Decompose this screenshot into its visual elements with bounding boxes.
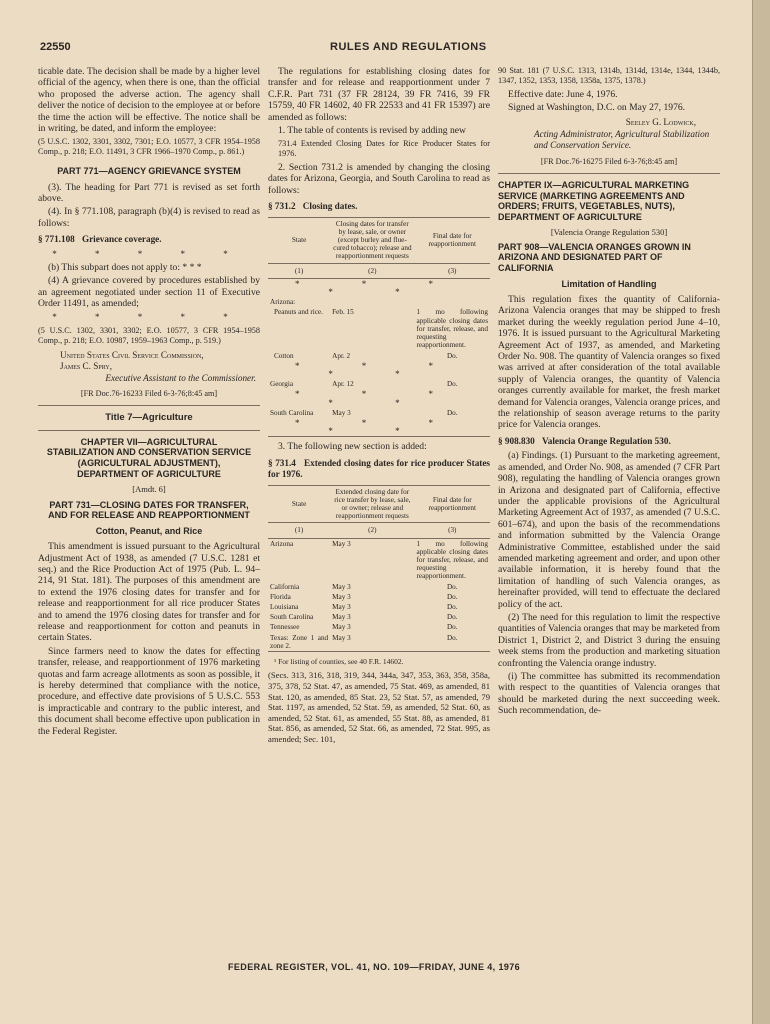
fr-doc-line: [FR Doc.76-16275 Filed 6-3-76;8:45 am] (540, 156, 678, 166)
table-cell: Apr. 2 (332, 351, 351, 360)
column-middle (268, 66, 490, 748)
ellipsis-stars: * * * * * (295, 360, 463, 379)
divider (498, 173, 720, 174)
table-cell: Texas: Zone 1 and zone 2. (270, 633, 329, 650)
binding-gutter (752, 0, 770, 1024)
amendment-number: [Amdt. 6] (132, 484, 166, 495)
table-header: State (268, 218, 330, 264)
column-number: (1) (268, 263, 330, 278)
paragraph: Signed at Washington, D.C. on May 27, 1976. (508, 102, 686, 113)
column-number: (2) (330, 523, 414, 538)
table-row (268, 379, 490, 389)
section-title: Closing dates. (302, 201, 358, 212)
table-header: Extended closing date for rice transfer by lease, sale, or owner; release and reapportionment requests (330, 486, 414, 523)
table-header: Closing dates for transfer by lease, sale, or owner (except burley and flue-cured tobacco); release and reapportionment requests (330, 218, 414, 264)
table-cell: Apr. 12 (332, 380, 354, 389)
table-cell: Tennessee (270, 623, 300, 632)
running-title: RULES AND REGULATIONS (330, 41, 487, 53)
table-cell: May 3 (332, 623, 351, 632)
signature-block (498, 117, 720, 151)
title-heading: Title 7—Agriculture (105, 412, 193, 424)
paragraph: ticable date. The decision shall be made by a higher level official of the agency, when there is one, than the official who proposed the adverse action. The agency shall deliver the notice of decision to the employee at or before the time the action will be effective. The notice shall be in writing, be dated, and inform the employee: (38, 66, 260, 135)
table-row (268, 408, 490, 418)
table-cell: May 3 (332, 613, 351, 622)
paragraph: The regulations for establishing closing dates for transfer and for release and reapportionment under 7 C.F.R. Part 731 (37 FR 28124, 39 FR 7416, 39 FR 15759, 40 FR 14602, 40 FR 22533 and 41 FR 15397) are amended as follows: (268, 66, 490, 123)
citation: 90 Stat. 181 (7 U.S.C. 1313, 1314b, 1314d, 1314e, 1344, 1344b, 1347, 1352, 1353, 1358, 1358a, 1375, 1378.) (498, 66, 720, 85)
part-heading: PART 771—AGENCY GRIEVANCE SYSTEM (57, 166, 241, 177)
section-heading (38, 234, 260, 245)
column-number: (3) (415, 523, 490, 538)
table-cell: 1 mo following applicable closing dates for transfer, release, and requesting reapportionment. (416, 539, 488, 581)
table-cell: South Carolina (270, 613, 314, 622)
citation: (5 U.S.C. 1302, 3301, 3302, 7301; E.O. 10577, 3 CFR 1954–1958 Comp., p. 218; E.O. 11491, 3 CFR 1966–1970 Comp., p. 861.) (38, 137, 260, 157)
table-row (268, 538, 490, 582)
citation: (5 U.S.C. 1302, 3301, 3302; E.O. 10577, 3 CFR 1954–1958 Comp., p. 218; E.O. 10987, 1959–1963 Comp., p. 519.) (38, 326, 260, 345)
paragraph: (a) Findings. (1) Pursuant to the marketing agreement, as amended, and Order No. 908, as amended (7 CFR Part 908), regulating the handling of Valencia oranges grown in Arizona and designated part of California, effective under the applicable provisions of the Agricultural Marketing Agreement Act of 1937, as amended (7 U.S.C. 601–674), and upon the basis of the recommendations and information submitted by the Valencia Orange Administrative Committee, established under the said amended marketing agreement and order, and upon other available information, it is hereby found that the limitation of handling of such Valencia oranges, as hereinafter provided, will tend to effectuate the declared policy of the act. (498, 450, 720, 610)
chapter-heading: CHAPTER IX—AGRICULTURAL MARKETING SERVICE (MARKETING AGREEMENTS AND ORDERS; FRUITS, VEGETABLES, NUTS), DEPARTMENT OF AGRICULTURE (498, 180, 690, 222)
table-cell: Do. (446, 582, 458, 591)
section-number: § 771.108 (38, 234, 75, 245)
section-heading (268, 201, 490, 212)
section-number: § 731.2 (268, 201, 296, 212)
table-cell: May 3 (332, 602, 351, 611)
table-cell: Do. (446, 602, 458, 611)
part-heading: PART 731—CLOSING DATES FOR TRANSFER, AND FOR RELEASE AND REAPPORTIONMENT (48, 499, 250, 521)
table-header: Final date for reapportionment (415, 486, 490, 523)
table-cell: May 3 (332, 633, 351, 642)
section-title: Valencia Orange Regulation 530. (541, 435, 671, 446)
table-cell: Arizona: (270, 298, 296, 307)
paragraph: 1. The table of contents is revised by adding new (278, 125, 466, 137)
paragraph: (b) This subpart does not apply to: * * * (48, 262, 202, 274)
page-header (40, 41, 740, 55)
table-row (268, 297, 490, 307)
table-cell: Do. (446, 623, 458, 632)
table-cell: Cotton (274, 351, 294, 360)
table-row (268, 612, 490, 622)
column-number: (2) (330, 263, 414, 278)
subtitle: Limitation of Handling (561, 278, 657, 289)
footnote: ¹ For listing of counties, see 40 F.R. 14602. (274, 657, 404, 666)
fr-doc-line: [FR Doc.76-16233 Filed 6-3-76;8:45 am] (80, 388, 218, 398)
divider (38, 405, 260, 406)
paragraph: 2. Section 731.2 is amended by changing the closing dates for Arizona, Georgia, and South Carolina to read as follows: (268, 162, 490, 196)
table-header: Final date for reapportionment (415, 218, 490, 264)
table-header: State (268, 486, 330, 523)
table-cell: Do. (446, 380, 458, 389)
signature-name: Seeley G. Lodwick, (625, 117, 696, 128)
paragraph: (2) The need for this regulation to limit the respective quantities of Valencia oranges that may be marketed from District 1, District 2, and District 3 during the ensuing week stems from the production and marketing situation confronting the Valencia orange industry. (498, 611, 720, 669)
column-right (498, 66, 720, 719)
table-cell: South Carolina (270, 408, 314, 417)
table-cell: Do. (446, 592, 458, 601)
signature-title: Executive Assistant to the Commissioner. (105, 372, 256, 383)
column-number: (1) (268, 523, 330, 538)
section-title: Extended closing dates for rice producer States for 1976. (268, 457, 491, 480)
signature-block (38, 350, 260, 384)
toc-entry: 731.4 Extended Closing Dates for Rice Producer States for 1976. (278, 139, 490, 159)
paragraph: This regulation fixes the quantity of California-Arizona Valencia oranges that may be shipped to fresh market during the weekly regulation period June 4–10, 1976. It is issued pursuant to the Agricultural Marketing Agreement Act of 1937, as amended, and Marketing Order No. 908. The quantity of Valencia oranges so fixed was arrived at after consideration of the total available supply of Valencia oranges, the quantity of Valencia oranges currently available for market, the fresh market demand for Valencia oranges, Valencia orange prices, and the relationship of season average returns to the parity price for Valencia oranges. (498, 294, 720, 431)
table-row (268, 633, 490, 651)
ellipsis-stars: * * * * * (52, 311, 246, 322)
signature-title: Acting Administrator, Agricultural Stabilization and Conservation Service. (534, 128, 710, 151)
table-row (268, 592, 490, 602)
subtitle: Cotton, Peanut, and Rice (95, 525, 203, 536)
table-cell: 1 mo following applicable closing dates for transfer, release, and requesting reapportionment. (416, 308, 488, 350)
paragraph: Effective date: June 4, 1976. (508, 88, 618, 100)
section-heading (268, 458, 490, 481)
table-cell: Florida (270, 592, 291, 601)
table-row (268, 351, 490, 361)
extended-dates-table (268, 485, 490, 652)
paragraph: (i) The committee has submitted its recommendation with respect to the quantities of Valencia oranges that should be marketed during the next succeeding week. Such recommendation, de- (498, 671, 720, 717)
paragraph: (4) A grievance covered by procedures established by an agreement negotiated under section 11 of Executive Order 11491, as amended; (38, 275, 260, 310)
ellipsis-stars: * * * * * (295, 389, 463, 408)
divider (38, 430, 260, 431)
page-footer: FEDERAL REGISTER, VOL. 41, NO. 109—FRIDAY, JUNE 4, 1976 (228, 962, 521, 972)
table-row (268, 622, 490, 632)
chapter-heading: CHAPTER VII—AGRICULTURAL STABILIZATION AND CONSERVATION SERVICE (AGRICULTURAL ADJUSTMENT), DEPARTMENT OF AGRICULTURE (46, 436, 252, 479)
table-cell: Do. (446, 613, 458, 622)
part-heading: PART 908—VALENCIA ORANGES GROWN IN ARIZONA AND DESIGNATED PART OF CALIFORNIA (498, 241, 691, 273)
ellipsis-stars: * * * * * (52, 248, 246, 259)
page-number: 22550 (40, 41, 71, 53)
section-title: Grievance coverage. (81, 234, 162, 245)
paragraph: This amendment is issued pursuant to the Agricultural Adjustment Act of 1938, as amended (7 U.S.C. 1281 et seq.) and the Rice Production Act of 1975 (Pub. L. 94–214, 91 Stat. 181). The purposes of this amendment are to extend the 1976 closing dates for transfer and for release and reapportionment for all rice producer States and to amend the 1976 closing dates for transfer and for release and reapportionment for cotton and peanuts in certain States. (38, 541, 260, 644)
table-cell: Louisiana (270, 602, 299, 611)
paragraph: Since farmers need to know the dates for effecting transfer, release, and reapportionment of 1976 marketing quotas and farm acreage allotments as soon as possible, it is hereby determined that compliance with the notice, procedure, and effective date provisions of 5 U.S.C. 553 is impracticable and contrary to the public interest, and this document shall become effective upon publication in the Federal Register. (38, 645, 260, 737)
paragraph: (4). In § 771.108, paragraph (b)(4) is revised to read as follows: (38, 206, 260, 229)
table-cell: May 3 (332, 539, 351, 548)
table-cell: Georgia (270, 380, 294, 389)
table-cell: Do. (446, 633, 458, 642)
table-cell: Do. (446, 408, 458, 417)
paragraph: 3. The following new section is added: (278, 441, 427, 453)
table-cell: Peanuts and rice. (274, 308, 323, 317)
table-cell: Feb. 15 (332, 308, 354, 317)
signature-name: James C. Spry, (60, 361, 113, 372)
citation: (Secs. 313, 316, 318, 319, 344, 344a, 347, 353, 363, 358, 358a, 375, 378, 52 Stat. 47, as amended, 75 Stat. 469, as amended, 81 Stat. 120, as amended, 85 Stat. 23, 52 Stat. 57, as amended, 79 Stat. 1197, as amended, 52 Stat. 59, as amended, 52 Stat. 60, as amended, 52 Stat. 61, as amended, 55 Stat. 88, as amended, 81 Stat. 856, as amended, 52 Stat. 66, as amended, 72 Stat. 995, as amended; Sec. 101, (268, 670, 490, 744)
table-cell: May 3 (332, 592, 351, 601)
ellipsis-stars: * * * * * (295, 278, 463, 298)
section-heading (498, 436, 720, 447)
ellipsis-stars: * * * * * (295, 417, 463, 437)
table-cell: May 3 (332, 408, 351, 417)
table-cell: California (270, 582, 300, 591)
column-number: (3) (415, 263, 490, 278)
table-row (268, 602, 490, 612)
column-left (38, 66, 260, 739)
signature-agency: United States Civil Service Commission, (60, 349, 204, 360)
closing-dates-table (268, 217, 490, 438)
paragraph: (3). The heading for Part 771 is revised as set forth above. (38, 181, 260, 205)
section-number: § 731.4 (268, 457, 296, 468)
table-row (268, 307, 490, 350)
regulation-number: [Valencia Orange Regulation 530] (550, 227, 668, 238)
table-row (268, 582, 490, 592)
table-cell: Do. (446, 351, 458, 360)
table-cell: Arizona (270, 539, 294, 548)
section-number: § 908.830 (498, 435, 535, 446)
table-cell: May 3 (332, 582, 351, 591)
